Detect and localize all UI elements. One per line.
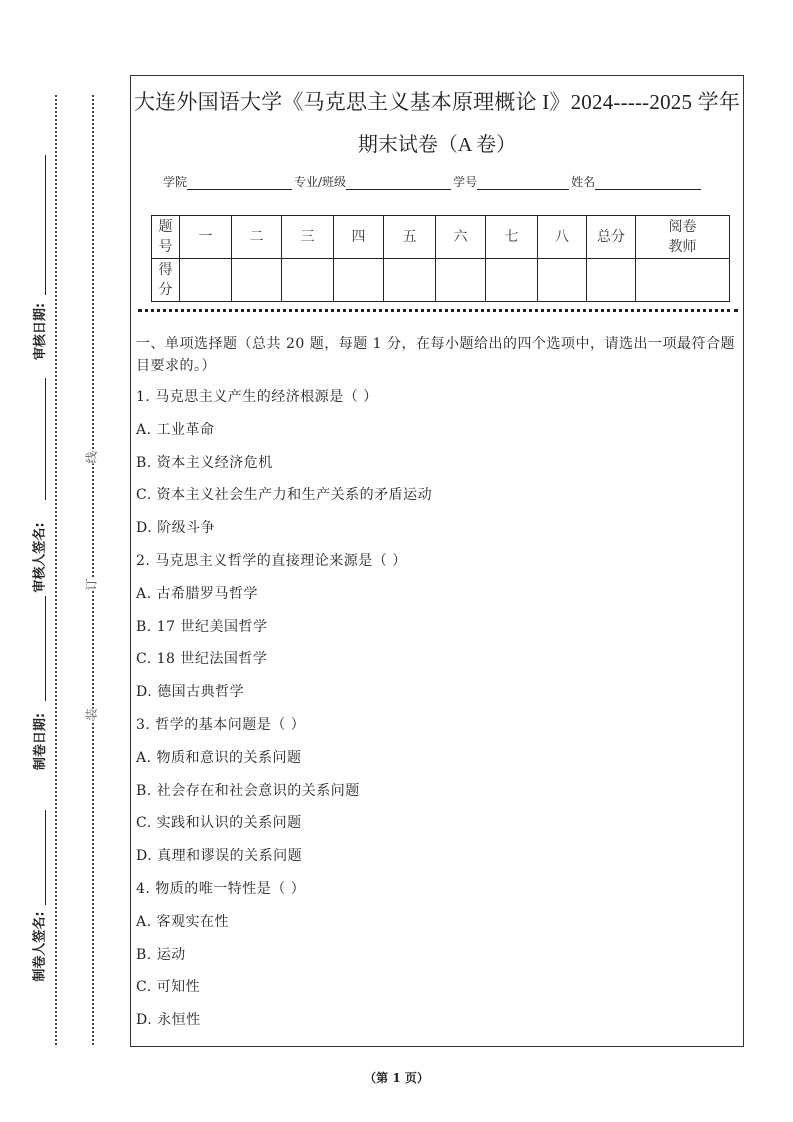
section-heading: 一、单项选择题（总共 20 题，每题 1 分，在每小题给出的四个选项中，请选出一项最符合题目要求的。） bbox=[136, 336, 736, 374]
question-option: D. 永恒性 bbox=[136, 1012, 201, 1029]
question-option: C. 18 世纪法国哲学 bbox=[136, 651, 268, 668]
score-table bbox=[151, 215, 730, 302]
question-option: D. 德国古典哲学 bbox=[136, 684, 245, 701]
score-cell[interactable] bbox=[282, 259, 334, 302]
column-header: 阅卷教师 bbox=[636, 216, 730, 259]
score-cell[interactable] bbox=[232, 259, 282, 302]
major-class-label: 专业/班级 bbox=[294, 175, 347, 189]
score-cell[interactable] bbox=[486, 259, 538, 302]
score-table-header-row bbox=[152, 216, 730, 259]
question-stem: 1. 马克思主义产生的经济根源是（ ） bbox=[136, 389, 378, 405]
column-header: 四 bbox=[334, 216, 384, 259]
column-header: 二 bbox=[232, 216, 282, 259]
column-header: 五 bbox=[384, 216, 436, 259]
question-option: A. 物质和意识的关系问题 bbox=[136, 749, 302, 766]
binding-mark-mount: 装 bbox=[81, 708, 102, 720]
signature-line bbox=[45, 155, 46, 295]
question-list bbox=[136, 386, 432, 1042]
question-stem: 2. 马克思主义哲学的直接理论来源是（ ） bbox=[136, 552, 407, 569]
score-cell[interactable] bbox=[636, 259, 730, 302]
score-cell[interactable] bbox=[538, 259, 587, 302]
page-number: （第 1 页） bbox=[364, 1071, 429, 1085]
college-label: 学院 bbox=[163, 175, 188, 189]
question-option: B. 资本主义经济危机 bbox=[136, 454, 273, 471]
binding-mark-line: 线 bbox=[81, 451, 102, 463]
question-option: D. 真理和谬误的关系问题 bbox=[136, 848, 303, 865]
preparer-signature-label: 制卷人签名: bbox=[32, 911, 48, 982]
student-id-field[interactable] bbox=[477, 176, 569, 190]
question-option: A. 工业革命 bbox=[136, 421, 215, 438]
question-option: B. 17 世纪美国哲学 bbox=[136, 618, 268, 635]
question-option: C. 可知性 bbox=[136, 979, 201, 996]
name-label: 姓名 bbox=[571, 175, 596, 189]
question-number-label: 题号 bbox=[152, 216, 180, 259]
question-option: A. 客观实在性 bbox=[136, 913, 230, 930]
question-option: D. 阶级斗争 bbox=[136, 520, 216, 537]
score-label: 得分 bbox=[152, 259, 180, 302]
column-header: 八 bbox=[538, 216, 587, 259]
score-cell[interactable] bbox=[334, 259, 384, 302]
name-field[interactable] bbox=[595, 176, 701, 190]
question-stem: 3. 哲学的基本问题是（ ） bbox=[136, 716, 306, 733]
column-header: 总分 bbox=[587, 216, 636, 259]
student-info-fields bbox=[163, 173, 703, 190]
reviewer-signature-label: 审核人签名: bbox=[32, 522, 48, 593]
binding-mark-bind: 订 bbox=[81, 578, 102, 590]
binding-dotted-line-inner bbox=[92, 95, 94, 1045]
score-cell[interactable] bbox=[436, 259, 486, 302]
score-cell[interactable] bbox=[180, 259, 232, 302]
question-option: B. 社会存在和社会意识的关系问题 bbox=[136, 782, 360, 799]
score-table-score-row bbox=[152, 259, 730, 302]
score-cell[interactable] bbox=[384, 259, 436, 302]
question-option: B. 运动 bbox=[136, 946, 186, 963]
exam-subtitle: 期末试卷（A 卷） bbox=[357, 134, 517, 156]
question-option: A. 古希腊罗马哲学 bbox=[136, 585, 259, 602]
score-cell[interactable] bbox=[587, 259, 636, 302]
binding-dotted-line-outer bbox=[55, 95, 57, 1045]
signature-line bbox=[45, 810, 46, 905]
question-option: C. 实践和认识的关系问题 bbox=[136, 815, 302, 832]
question-option: C. 资本主义社会生产力和生产关系的矛盾运动 bbox=[136, 487, 433, 504]
major-class-field[interactable] bbox=[346, 176, 451, 190]
signature-line bbox=[45, 378, 46, 500]
review-date-label: 审核日期: bbox=[33, 302, 49, 361]
question-stem: 4. 物质的唯一特性是（ ） bbox=[136, 880, 306, 897]
college-field[interactable] bbox=[187, 176, 292, 190]
column-header: 六 bbox=[436, 216, 486, 259]
dotted-separator bbox=[138, 309, 738, 312]
column-header: 一 bbox=[180, 216, 232, 259]
column-header: 三 bbox=[282, 216, 334, 259]
student-id-label: 学号 bbox=[453, 175, 478, 189]
signature-line bbox=[45, 596, 46, 701]
column-header: 七 bbox=[486, 216, 538, 259]
prepare-date-label: 制卷日期: bbox=[33, 712, 49, 771]
exam-title: 大连外国语大学《马克思主义基本原理概论 I》2024-----2025 学年 bbox=[133, 90, 741, 114]
